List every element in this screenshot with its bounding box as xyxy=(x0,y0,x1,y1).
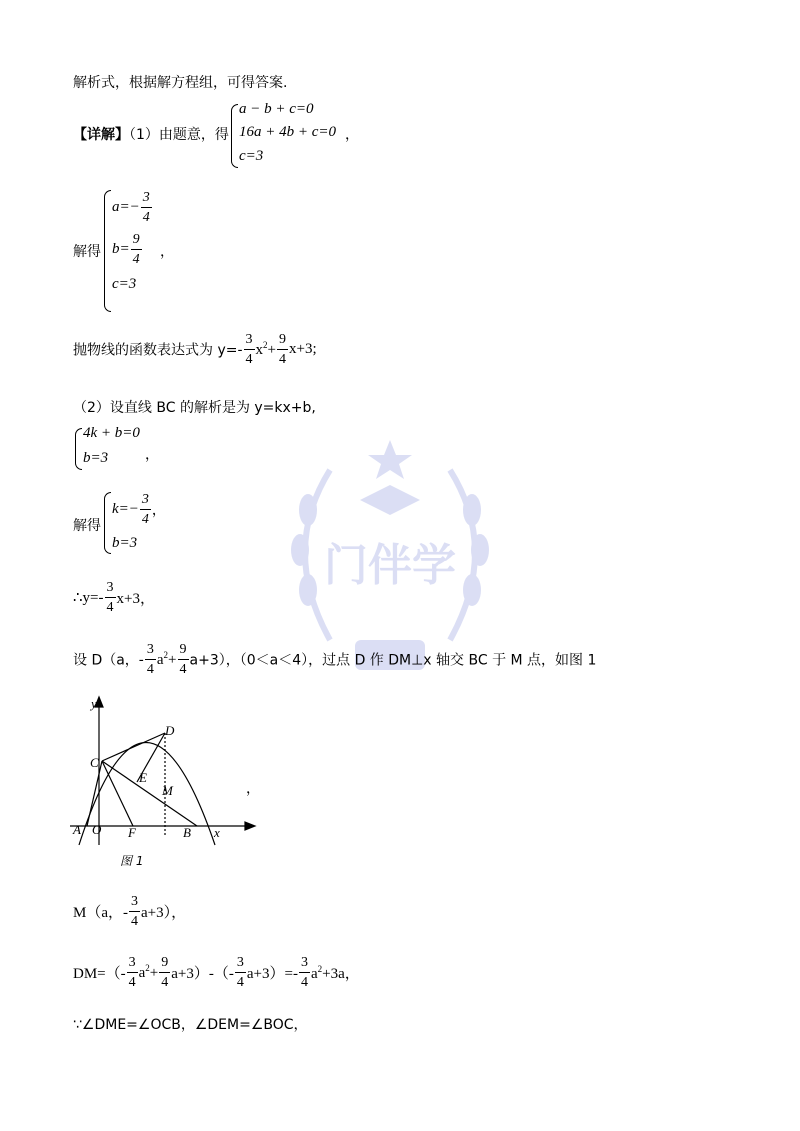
x-arrow xyxy=(245,822,255,830)
figure-caption: 图 1 xyxy=(120,854,144,868)
sys2-eq-c: c=3 xyxy=(112,276,137,292)
system-brace xyxy=(231,104,238,168)
sys2-eq-b: b= $\frac{9}{4}$ xyxy=(112,232,140,267)
solve2-label: 解得 xyxy=(73,518,101,534)
label-o: O xyxy=(92,822,102,837)
parabola-expression: 抛物线的函数表达式为 y=- $\frac{3}{4}$ $x^2+$ $\frac{9}{4}$ x+3; xyxy=(73,332,317,367)
set-d-line: 设 D（a，- $\frac{3}{4}$ $a^2+$ $\frac{9}{4}$ a+3），（0＜a＜4），过点 D 作 DM⊥x 轴交 BC 于 M 点，如图 1 xyxy=(73,642,597,677)
part2-text: （2）设直线 BC 的解析是为 y=kx+b, xyxy=(73,400,316,416)
label-f: F xyxy=(128,825,136,840)
label-c: C xyxy=(90,755,99,770)
label-a: A xyxy=(73,822,81,837)
sys1-eq1: a − b + c=0 xyxy=(239,101,314,117)
system-brace xyxy=(104,190,111,312)
label-m: M xyxy=(162,783,173,798)
watermark-text: 门伴学 xyxy=(324,540,456,591)
m-line: M（a，- $\frac{3}{4}$ a+3）， xyxy=(73,894,187,929)
label-e: E xyxy=(139,770,147,785)
label-x: x xyxy=(214,825,220,840)
dm-line: DM=（- $\frac{3}{4}$ $a^2+$ $\frac{9}{4}$ a+3）-（- $\frac{3}{4}$ a+3）=- $\frac{3}{4}$ $a^2+3a$， xyxy=(73,955,360,990)
sys1-tail: ， xyxy=(345,127,359,143)
intro-text: 解析式，根据解方程组，可得答案. xyxy=(73,75,288,91)
sys2-eq-a: a=− $\frac{3}{4}$ xyxy=(112,190,150,225)
sys1-eq3: c=3 xyxy=(239,148,264,164)
system-brace xyxy=(75,428,82,470)
sys1-eq2: 16a + 4b + c=0 xyxy=(239,124,337,140)
therefore-line: ∴y=- $\frac{3}{4}$ x+3， xyxy=(73,580,155,615)
geometry-figure xyxy=(65,695,265,875)
figure-comma: ， xyxy=(246,781,260,797)
solve-label: 解得 xyxy=(73,244,101,260)
detail-text: （1）由题意，得 xyxy=(129,127,229,143)
sys3-tail: ， xyxy=(145,447,159,463)
system-brace xyxy=(104,492,111,554)
because-line: ∵∠DME=∠OCB，∠DEM=∠BOC， xyxy=(73,1017,308,1033)
sys2-tail: ， xyxy=(160,244,174,260)
label-d: D xyxy=(165,723,175,738)
detail-line xyxy=(73,124,229,144)
label-y: y xyxy=(91,696,97,711)
segment-cf xyxy=(102,761,133,826)
segment-ca xyxy=(87,761,102,826)
segment-cd xyxy=(102,733,165,761)
detail-label: 【详解】 xyxy=(73,127,129,143)
sys4-eq-b: b=3 xyxy=(112,535,138,551)
label-b: B xyxy=(183,825,191,840)
sys3-eq1: 4k + b=0 xyxy=(83,425,140,441)
sys4-eq-k: k=− $\frac{3}{4}$ ， xyxy=(112,492,166,527)
sys3-eq2: b=3 xyxy=(83,450,109,466)
segment-cb xyxy=(102,761,197,826)
